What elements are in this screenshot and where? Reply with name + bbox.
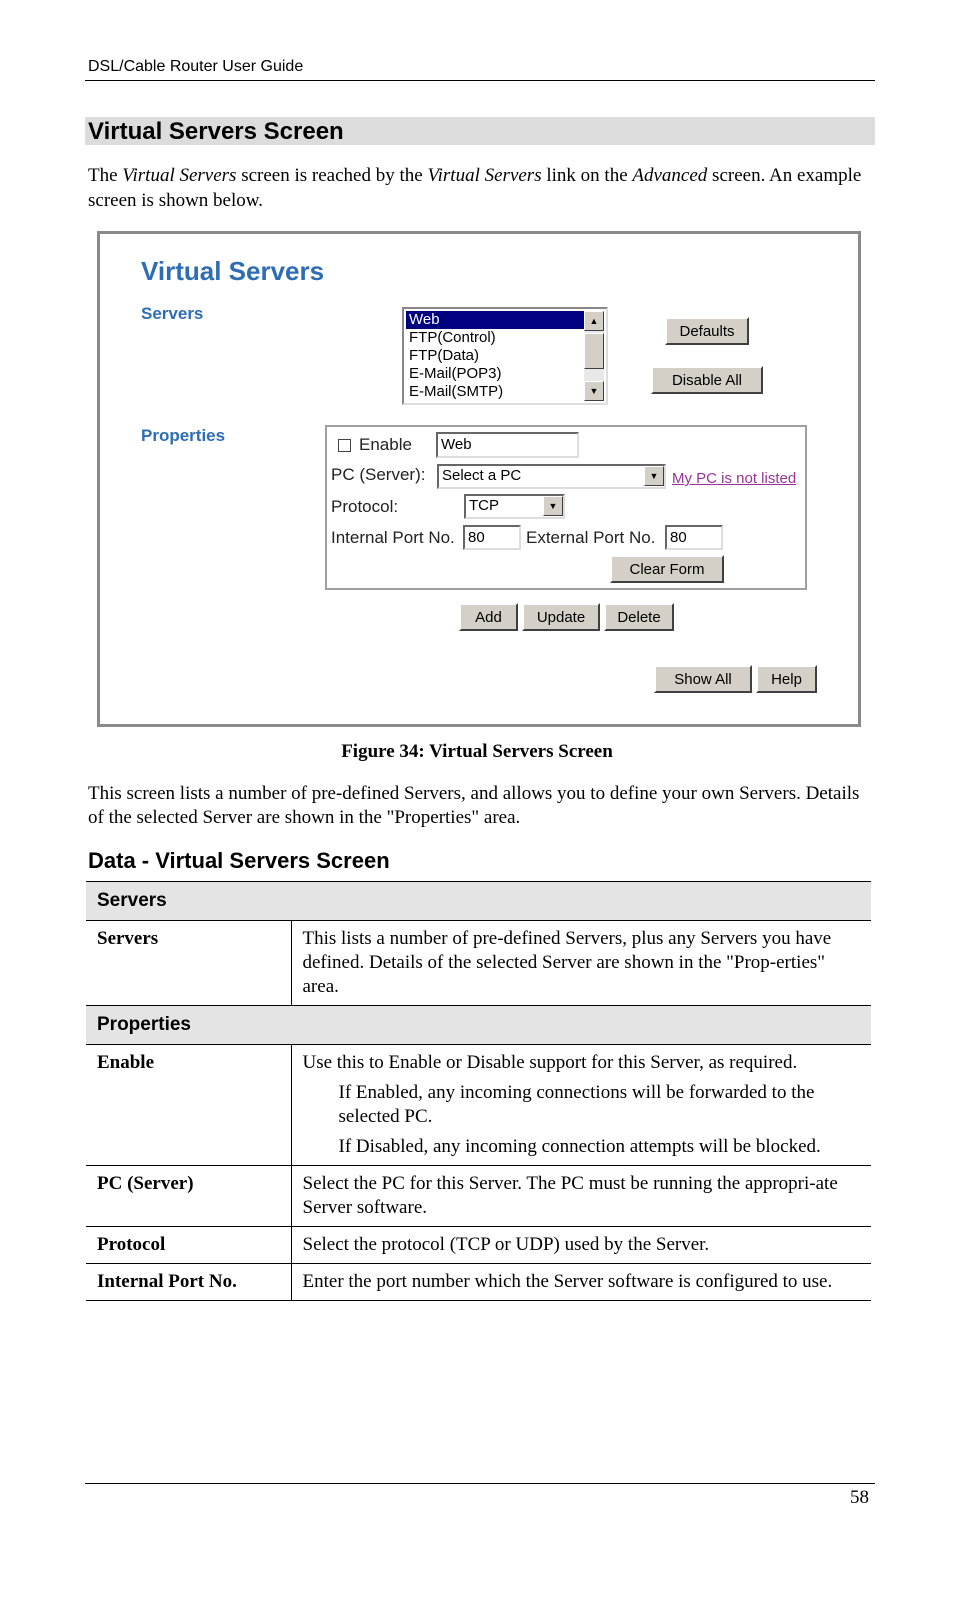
server-name-input[interactable]: Web <box>436 432 579 458</box>
pc-select-value: Select a PC <box>442 467 522 484</box>
term-cell: Enable <box>86 1045 291 1166</box>
table-group-row <box>86 1006 871 1045</box>
defaults-button[interactable]: Defaults <box>665 317 749 345</box>
chevron-down-icon[interactable]: ▼ <box>644 466 664 486</box>
intro-italic: Virtual Servers <box>427 165 542 186</box>
server-list-item[interactable]: FTP(Control) <box>409 329 496 346</box>
intro-paragraph <box>88 163 868 213</box>
external-port-input[interactable]: 80 <box>665 525 723 550</box>
term-cell: PC (Server) <box>86 1166 291 1227</box>
disable-all-button[interactable]: Disable All <box>651 366 763 394</box>
table-row <box>86 1227 871 1264</box>
description-cell: This lists a number of pre-defined Servers, plus any Servers you have defined. Details of the selected Server are shown in the "Prop-erties" area. <box>291 921 871 1006</box>
table-row <box>86 1045 871 1166</box>
enable-label: Enable <box>359 435 412 454</box>
description-cell: Select the protocol (TCP or UDP) used by the Server. <box>291 1227 871 1264</box>
term-cell: Internal Port No. <box>86 1264 291 1301</box>
data-table <box>86 881 871 1301</box>
properties-label: Properties <box>141 426 226 445</box>
description-cell: Enter the port number which the Server software is configured to use. <box>291 1264 871 1301</box>
table-group-row <box>86 882 871 921</box>
add-button[interactable]: Add <box>459 603 518 631</box>
update-button[interactable]: Update <box>522 603 600 631</box>
delete-button[interactable]: Delete <box>604 603 674 631</box>
page-header: DSL/Cable Router User Guide <box>88 58 304 75</box>
server-list-item[interactable]: E-Mail(POP3) <box>409 365 502 382</box>
server-list-items <box>406 311 586 401</box>
protocol-select[interactable] <box>464 494 565 519</box>
intro-italic: Virtual Servers <box>122 165 237 186</box>
table-row <box>86 1166 871 1227</box>
description-note: If Enabled, any incoming connections will be forwarded to the selected PC. <box>338 1082 815 1127</box>
description-paragraph: This screen lists a number of pre-defined Servers, and allows you to define your own Servers. Details of the selected Server are shown in the "Properties" area. <box>88 783 860 828</box>
protocol-select-value: TCP <box>469 497 499 514</box>
term-cell: Protocol <box>86 1227 291 1264</box>
chevron-down-icon[interactable]: ▼ <box>543 496 563 516</box>
intro-text: screen is reached by the <box>236 165 428 186</box>
pc-label: PC (Server): <box>331 465 426 484</box>
protocol-label: Protocol: <box>331 497 399 516</box>
server-list-item[interactable]: FTP(Data) <box>409 347 480 364</box>
server-list-item[interactable]: E-Mail(SMTP) <box>409 383 504 400</box>
description-text: Use this to Enable or Disable support for this Server, as required. <box>302 1052 798 1073</box>
term-cell: Servers <box>86 921 291 1006</box>
external-port-label: External Port No. <box>526 528 656 547</box>
show-all-button[interactable]: Show All <box>654 665 752 693</box>
enable-checkbox[interactable] <box>338 439 351 452</box>
page-number: 58 <box>850 1487 869 1508</box>
intro-text: link on the <box>541 165 633 186</box>
footer-rule <box>85 1483 875 1484</box>
intro-text: The <box>88 165 123 186</box>
table-row <box>86 921 871 1006</box>
header-rule <box>85 80 875 81</box>
help-button[interactable]: Help <box>756 665 817 693</box>
server-listbox[interactable] <box>402 307 608 405</box>
scroll-up-icon[interactable]: ▲ <box>584 311 604 331</box>
section-title: Virtual Servers Screen <box>85 117 875 145</box>
listbox-scrollbar[interactable] <box>584 311 604 401</box>
ui-title: Virtual Servers <box>141 256 325 286</box>
pc-not-listed-link[interactable]: My PC is not listed <box>672 470 797 487</box>
pc-select[interactable] <box>437 464 666 489</box>
table-row <box>86 1264 871 1301</box>
scroll-down-icon[interactable]: ▼ <box>584 381 604 401</box>
intro-text: screen. An example screen is shown below. <box>88 165 862 211</box>
internal-port-input[interactable]: 80 <box>463 525 521 550</box>
description-cell: Select the PC for this Server. The PC must be running the appropri-ate Server software. <box>291 1166 871 1227</box>
group-title: Servers <box>86 882 871 921</box>
clear-form-button[interactable]: Clear Form <box>610 555 724 583</box>
server-list-item[interactable]: Web <box>406 311 586 329</box>
internal-port-label: Internal Port No. <box>331 528 455 547</box>
intro-italic: Advanced <box>632 165 708 186</box>
description-note: If Disabled, any incoming connection attempts will be blocked. <box>338 1136 821 1157</box>
description-cell <box>291 1045 871 1166</box>
scroll-thumb[interactable] <box>584 333 604 369</box>
group-title: Properties <box>86 1006 871 1045</box>
data-heading: Data - Virtual Servers Screen <box>88 848 390 873</box>
servers-label: Servers <box>141 304 204 323</box>
figure-caption: Figure 34: Virtual Servers Screen <box>341 741 613 762</box>
